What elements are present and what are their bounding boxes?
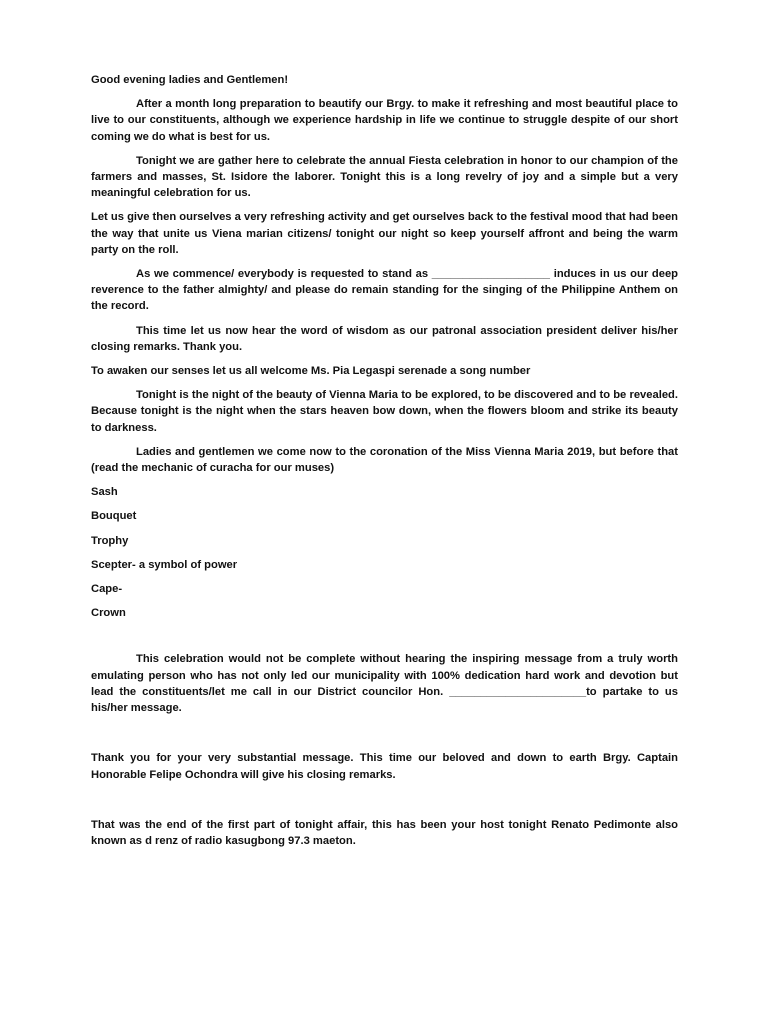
paragraph-councilor-message: This celebration would not be complete without hearing the inspiring message from a truly worth emulating person who has not only led our municipality with 100% dedication hard work and devotion but lead the constituents/let me call in our District councilor Hon. ______________________to partake to us his/her message. — [91, 653, 678, 715]
list-item: Scepter- a symbol of power — [91, 558, 238, 571]
list-item: Trophy — [91, 534, 129, 547]
list-item: Bouquet — [91, 510, 137, 523]
list-item: Cape- — [91, 583, 123, 596]
paragraph-festival-mood: Let us give then ourselves a very refreshing activity and get ourselves back to the festival mood that had been the way that unite us Viena marian citizens/ tonight our night so keep yourself affront and being the warm party on the roll. — [91, 211, 678, 256]
greeting: Good evening ladies and Gentlemen! — [91, 74, 289, 86]
paragraph-host-closing: That was the end of the first part of tonight affair, this has been your host tonight Renato Pedimonte also known as d renz of radio kasugbong 97.3 maeton. — [91, 818, 678, 847]
paragraph-captain-remarks: Thank you for your very substantial message. This time our beloved and down to earth Brgy. Captain Honorable Felipe Ochondra will give his closing remarks. — [91, 752, 678, 781]
paragraph-song-number: To awaken our senses let us all welcome Ms. Pia Legaspi serenade a song number — [91, 365, 531, 378]
list-item: Sash — [91, 486, 118, 499]
list-item: Crown — [91, 607, 126, 620]
paragraph-coronation: Ladies and gentlemen we come now to the coronation of the Miss Vienna Maria 2019, but before that (read the mechanic of curacha for our muses) — [91, 445, 678, 475]
paragraph-preparation: After a month long preparation to beautify our Brgy. to make it refreshing and most beautiful place to live to our constituents, although we experience hardship in life we continue to struggle despite of our short coming we do what is best for us. — [91, 98, 678, 143]
paragraph-anthem: As we commence/ everybody is requested to stand as ___________________ induces in us our deep reverence to the father almighty/ and please do remain standing for the singing of the Philippine Anthem on the record. — [91, 268, 678, 313]
coronation-items-list — [91, 484, 678, 621]
paragraph-beauty-night: Tonight is the night of the beauty of Vienna Maria to be explored, to be discovered and to be revealed. Because tonight is the night when the stars heaven bow down, when the flowers bloom and strike its beauty to darkness. — [91, 389, 678, 434]
paragraph-fiesta: Tonight we are gather here to celebrate the annual Fiesta celebration in honor to our champion of the farmers and masses, St. Isidore the laborer. Tonight this is a long revelry of joy and a simple but a very meaningful celebration for us. — [91, 154, 678, 200]
document-body — [91, 72, 678, 857]
paragraph-word-of-wisdom: This time let us now hear the word of wisdom as our patronal association president deliver his/her closing remarks. Thank you. — [91, 324, 678, 353]
